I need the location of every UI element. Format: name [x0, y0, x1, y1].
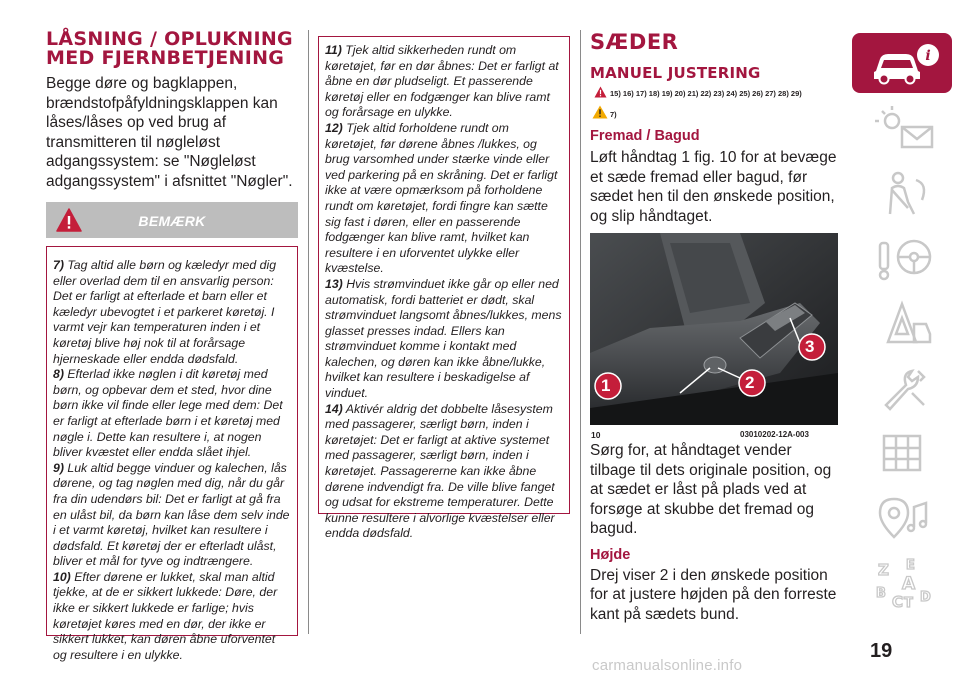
- svg-text:E: E: [906, 558, 915, 573]
- svg-text:B: B: [876, 586, 886, 601]
- forward-back-heading: Fremad / Bagud: [590, 128, 700, 144]
- sidebar-item-index[interactable]: [852, 553, 952, 613]
- svg-text:i: i: [925, 48, 931, 64]
- seats-section-continued: [590, 441, 838, 624]
- callout-2: 2: [745, 373, 755, 392]
- reference-list: [590, 86, 838, 128]
- sidebar-item-safety[interactable]: [852, 163, 952, 223]
- height-heading: Højde: [590, 546, 631, 563]
- note-9: 9) Luk altid begge vinduer og kalechen, lås dørene, og tag nøglen med dig, når du går fra din udendørs bil: Det er farligt at gå fra en ulåst bil, da børn kan låse dem selv inde i et varmt køretøj, hvilket kan resultere i dødsfald. Et køretøj der er efterladt ulåst, bliver et mål for tyve og indtrængere.: [53, 460, 290, 569]
- reference-numbers-notes: 7): [610, 110, 617, 119]
- seatbelt-airbag-icon: [862, 168, 942, 218]
- note-13: 13) Hvis strømvinduet ikke går op eller ned automatisk, fordi batteriet er dødt, skal strømvinduet langsomt åbnes/lukkes, mens glasset presses indad. Ellers kan strømvinduet komme i kontakt med kalechen, og døren kan ikke åbne/lukke, hvilket kan resultere i beskadigelse af vinduet.: [325, 276, 562, 401]
- seats-heading: SÆDER: [590, 30, 679, 54]
- sidebar-item-emergency[interactable]: [852, 293, 952, 353]
- hazard-breakdown-icon: [862, 298, 942, 348]
- maintenance-tools-icon: [862, 363, 942, 413]
- dashboard-warning-icon: [862, 103, 942, 153]
- note-14: 14) Aktivér aldrig det dobbelte låsesystem med passagerer, særligt børn, inden i køretøjet: Det er farligt at aktive systemet med passagerer, særligt børn, inden i køretøjet. Passagererne kan ikke åbne dørene indvendigt fra. De ville blive fanget og udsat for ekstreme temperaturer. Dette kunne resultere i alvorlige kvæstelser eller endda dødsfald.: [325, 401, 555, 541]
- sidebar-item-maintenance[interactable]: [852, 358, 952, 418]
- note-title: BEMÆRK: [138, 213, 206, 229]
- watermark: carmanualsonline.info: [592, 657, 743, 674]
- sidebar-item-multimedia[interactable]: [852, 488, 952, 548]
- height-text: Drej viser 2 i den ønskede position for at justere højden på den forreste kant på sædets bund.: [590, 566, 837, 623]
- svg-text:A: A: [902, 574, 916, 594]
- seat-photo-illustration: [590, 233, 838, 425]
- note-header: [46, 202, 298, 238]
- reference-numbers-warnings: 15) 16) 17) 18) 19) 20) 21) 22) 23) 24) 25) 26) 27) 28) 29): [610, 89, 802, 98]
- figure-code: 03010202-12A-003: [740, 430, 809, 439]
- technical-data-icon: [862, 428, 942, 478]
- column-divider-right: [580, 30, 581, 634]
- sidebar-item-technical[interactable]: [852, 423, 952, 483]
- locking-paragraph: Begge døre og bagklappen, brændstofpåfyldningsklappen kan låses/låses op ved brug af transmitteren til nøgleløst adgangssystem: se "Nøgleløst adgangssystem" i afsnittet "Nøgler".: [46, 75, 293, 190]
- column-divider-left: [308, 30, 309, 634]
- index-icon: [862, 555, 942, 611]
- svg-text:T: T: [904, 596, 913, 611]
- sidebar-item-car-info[interactable]: [852, 33, 952, 93]
- key-steering-icon: [862, 233, 942, 283]
- seat-adjustment-photo: [590, 233, 838, 425]
- locking-heading-line2: MED FJERNBETJENING: [46, 47, 285, 69]
- locking-section: [46, 30, 298, 191]
- chapter-sidebar: [852, 33, 952, 618]
- note-11: 11) Tjek altid sikkerheden rundt om køretøjet, før en dør åbnes: Det er farligt at åbne en dør pludseligt. Et passerende køretøj eller en fodgænger kan blive ramt og forårsage en ulykke.: [325, 43, 559, 120]
- svg-text:D: D: [920, 590, 931, 605]
- figure-number: 10: [591, 430, 601, 440]
- notes-box-second: [318, 36, 570, 541]
- seats-section: [590, 30, 838, 226]
- forward-back-text-2: Sørg for, at håndtaget vender tilbage til dets originale position, og at sædet er låst på plads ved at forsøge at skubbe det fremad og bagud.: [590, 442, 832, 537]
- manual-adjust-heading: MANUEL JUSTERING: [590, 64, 761, 82]
- multimedia-icon: [862, 493, 942, 543]
- locking-heading-line1: LÅSNING / OPLUKNING: [46, 28, 293, 50]
- car-info-icon: [862, 41, 942, 85]
- svg-text:C: C: [892, 593, 904, 611]
- note-10: 10) Efter dørene er lukket, skal man altid tjekke, at de er sikkert lukkede: Døre, der ikke er sikkert lukkede er farlige; hvis køretøjet køres med en dør, der ikke er sikkert lukket, kan døren åbne uforventet og resultere i en ulykke.: [53, 569, 278, 662]
- note-8: 8) Efterlad ikke nøglen i dit køretøj med børn, og opbevar dem et sted, hvor dine børn ikke vil finde eller lege med dem: Det er farligt at efterlade børn i et køretøj med nøgle i. Dette kan resultere i, at nogen bliver kvæstet eller endda slået ihjel.: [53, 367, 283, 460]
- note-12: 12) Tjek altid forholdene rundt om køretøjet, før dørene åbnes /lukkes, og brug varsomhed under stærke vinde eller ved parkering på en skråning. Det er farligt ikke at være opmærksom på forholdene rundt om køretøjet, fordi fingre kan sætte sig fast i døren, eller en passerende fodgænger kan blive ramt, hvilket kan resultere i en uforventet ulykke eller kvæstelse.: [325, 120, 558, 276]
- notes-box-first: [46, 246, 298, 662]
- sidebar-item-dashboard[interactable]: [852, 98, 952, 158]
- note-7: 7) Tag altid alle børn og kæledyr med dig eller overlad dem til en ansvarlig person: Det er farligt at efterlade et barn eller et kæledyr ubevogtet i et parkeret køretøj. I varmt vejr kan temperaturen inden i et køretøj blive høj nok til at forårsage hjerneskade eller endda dødsfald.: [53, 258, 277, 366]
- page-number: 19: [870, 640, 893, 662]
- forward-back-text: Løft håndtag 1 fig. 10 for at bevæge et sæde fremad eller bagud, før sædet hen til den ønskede position, og slip håndtaget.: [590, 149, 837, 225]
- svg-text:Z: Z: [878, 561, 889, 579]
- sidebar-item-starting[interactable]: [852, 228, 952, 288]
- callout-3: 3: [805, 337, 815, 356]
- warning-triangle-icon: [594, 86, 607, 98]
- caution-triangle-icon: [592, 105, 608, 119]
- callout-1: 1: [601, 376, 611, 395]
